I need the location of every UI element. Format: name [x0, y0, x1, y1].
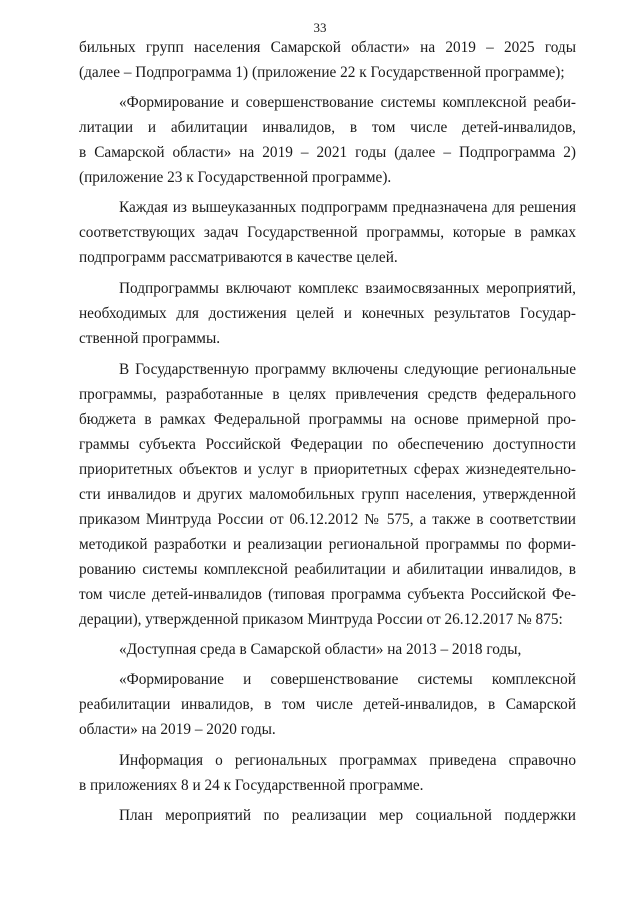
text-line: области» на 2019 – 2020 годы.	[79, 721, 276, 738]
text-line: приказом Минтруда России от 06.12.2012 № 575, а также в соответствии	[79, 511, 576, 528]
text-line: бильных групп населения Самарской области» на 2019 – 2025 годы	[79, 39, 576, 56]
text-line: литации и абилитации инвалидов, в том числе детей-инвалидов,	[79, 119, 576, 136]
text-line: сти инвалидов и других маломобильных групп населения, утвержденной	[79, 486, 576, 503]
text-line: необходимых для достижения целей и конечных результатов Государ-	[79, 305, 576, 322]
text-line: в Самарской области» на 2019 – 2021 годы (далее – Подпрограмма 2)	[79, 144, 576, 161]
text-line: приоритетных объектов и услуг в приоритетных сферах жизнедеятельно-	[79, 461, 576, 478]
text-line: В Государственную программу включены следующие региональные	[119, 361, 576, 378]
text-line: методикой разработки и реализации региональной программы по форми-	[79, 536, 576, 553]
text-line: «Формирование и совершенствование системы комплексной реаби-	[119, 94, 576, 111]
text-line: том числе детей-инвалидов (типовая программа субъекта Российской Фе-	[79, 586, 576, 603]
text-line: (далее – Подпрограмма 1) (приложение 22 к Государственной программе);	[79, 64, 565, 81]
text-line: «Доступная среда в Самарской области» на 2013 – 2018 годы,	[119, 641, 522, 658]
text-line: реабилитации инвалидов, в том числе детей-инвалидов, в Самарской	[79, 696, 576, 713]
text-line: «Формирование и совершенствование системы комплексной	[119, 671, 576, 688]
text-line: бюджета в рамках Федеральной программы на основе примерной про-	[79, 411, 576, 428]
text-line: Подпрограммы включают комплекс взаимосвязанных мероприятий,	[119, 280, 576, 297]
page-number: 33	[313, 20, 327, 35]
text-line: соответствующих задач Государственной программы, которые в рамках	[79, 224, 576, 241]
text-line: программы, разработанные в целях привлечения средств федерального	[79, 386, 576, 403]
text-line: Каждая из вышеуказанных подпрограмм предназначена для решения	[119, 199, 576, 216]
text-line: подпрограмм рассматриваются в качестве целей.	[79, 249, 398, 266]
text-line: ственной программы.	[79, 330, 221, 347]
text-line: Информация о региональных программах приведена справочно	[119, 752, 576, 769]
text-line: рованию системы комплексной реабилитации и абилитации инвалидов, в	[79, 561, 576, 578]
text-line: дерации), утвержденной приказом Минтруда России от 26.12.2017 № 875:	[79, 611, 563, 628]
text-line: (приложение 23 к Государственной программе).	[79, 169, 392, 186]
text-line: в приложениях 8 и 24 к Государственной программе.	[79, 777, 424, 794]
text-line: граммы субъекта Российской Федерации по обеспечению доступности	[79, 436, 576, 453]
text-line: План мероприятий по реализации мер социальной поддержки	[119, 807, 576, 824]
